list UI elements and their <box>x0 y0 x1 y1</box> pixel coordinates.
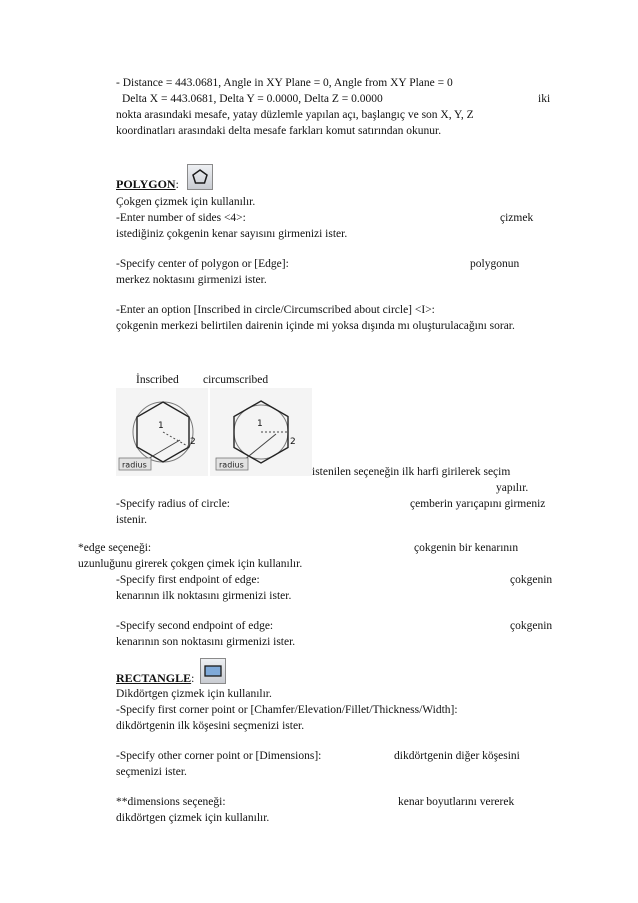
rectangle-first-desc: dikdörtgenin ilk köşesini seçmenizi ister. <box>116 720 305 732</box>
edge-first-prompt: -Specify first endpoint of edge: <box>116 574 260 586</box>
polygon-center-prompt: -Specify center of polygon or [Edge]: <box>116 258 289 270</box>
edge-title: *edge seçeneği: <box>78 542 152 554</box>
edge-first-desc: kenarının ilk noktasını girmenizi ister. <box>116 590 292 602</box>
rectangle-title: RECTANGLE <box>116 671 192 685</box>
polygon-sides-right: çizmek <box>500 212 534 224</box>
circumscribed-num-1: 1 <box>257 419 263 429</box>
polygon-desc: Çokgen çizmek için kullanılır. <box>116 196 256 208</box>
figure-caption-2: yapılır. <box>496 482 529 494</box>
polygon-sides-prompt: -Enter number of sides <4>: <box>116 212 246 224</box>
rectangle-desc: Dikdörtgen çizmek için kullanılır. <box>116 688 272 700</box>
circumscribed-radius-text: radius <box>219 460 244 470</box>
rectangle-dim-desc: dikdörtgen çizmek için kullanılır. <box>116 812 270 824</box>
rectangle-colon: : <box>191 673 195 685</box>
rectangle-other-right: dikdörtgenin diğer köşesini <box>394 750 520 762</box>
rectangle-first-prompt: -Specify first corner point or [Chamfer/Elevation/Fillet/Thickness/Width]: <box>116 704 458 716</box>
rectangle-dim-title: **dimensions seçeneği: <box>116 796 226 808</box>
label-circumscribed: circumscribed <box>203 374 269 386</box>
polygon-heading <box>116 176 179 193</box>
figure-caption-1: istenilen seçeneğin ilk harfi girilerek seçim <box>312 466 511 478</box>
edge-right: çokgenin bir kenarının <box>414 542 519 554</box>
polygon-option-prompt: -Enter an option [Inscribed in circle/Circumscribed about circle] <I>: <box>116 304 435 316</box>
radius-desc: istenir. <box>116 514 147 526</box>
rectangle-heading <box>116 670 194 687</box>
distance-line-1: - Distance = 443.0681, Angle in XY Plane = 0, Angle from XY Plane = 0 <box>116 77 453 89</box>
polygon-icon <box>187 164 213 190</box>
polygon-title: POLYGON <box>116 177 176 191</box>
rectangle-other-desc: seçmenizi ister. <box>116 766 187 778</box>
polygon-center-right: polygonun <box>470 258 520 270</box>
circumscribed-num-2: 2 <box>290 437 296 447</box>
edge-first-right: çokgenin <box>510 574 553 586</box>
edge-second-desc: kenarının son noktasını girmenizi ister. <box>116 636 296 648</box>
radius-prompt: -Specify radius of circle: <box>116 498 230 510</box>
polygon-sides-desc: istediğiniz çokgenin kenar sayısını girmenizi ister. <box>116 228 348 240</box>
distance-line-2-right: iki <box>538 93 551 105</box>
edge-desc: uzunluğunu girerek çokgen çimek için kullanılır. <box>78 558 303 570</box>
inscribed-num-1: 1 <box>158 421 164 431</box>
distance-line-4: koordinatları arasındaki delta mesafe farkları komut satırından okunur. <box>116 125 442 137</box>
polygon-center-desc: merkez noktasını girmenizi ister. <box>116 274 267 286</box>
radius-right: çemberin yarıçapını girmeniz <box>410 498 546 510</box>
edge-second-right: çokgenin <box>510 620 553 632</box>
rectangle-other-prompt: -Specify other corner point or [Dimensions]: <box>116 750 322 762</box>
rectangle-icon <box>200 658 226 684</box>
inscribed-num-2: 2 <box>190 437 196 447</box>
polygon-colon: : <box>175 179 179 191</box>
polygon-figure <box>116 388 312 476</box>
polygon-option-desc: çokgenin merkezi belirtilen dairenin içinde mi yoksa dışında mı oluşturulacağını sorar. <box>116 320 515 332</box>
rectangle-dim-right: kenar boyutlarını vererek <box>398 796 515 808</box>
inscribed-radius-text: radius <box>122 460 147 470</box>
distance-line-2: Delta X = 443.0681, Delta Y = 0.0000, Delta Z = 0.0000 <box>122 93 383 105</box>
label-inscribed: İnscribed <box>136 374 179 386</box>
distance-line-3: nokta arasındaki mesafe, yatay düzlemle yapılan açı, başlangıç ve son X, Y, Z <box>116 109 474 121</box>
edge-second-prompt: -Specify second endpoint of edge: <box>116 620 274 632</box>
